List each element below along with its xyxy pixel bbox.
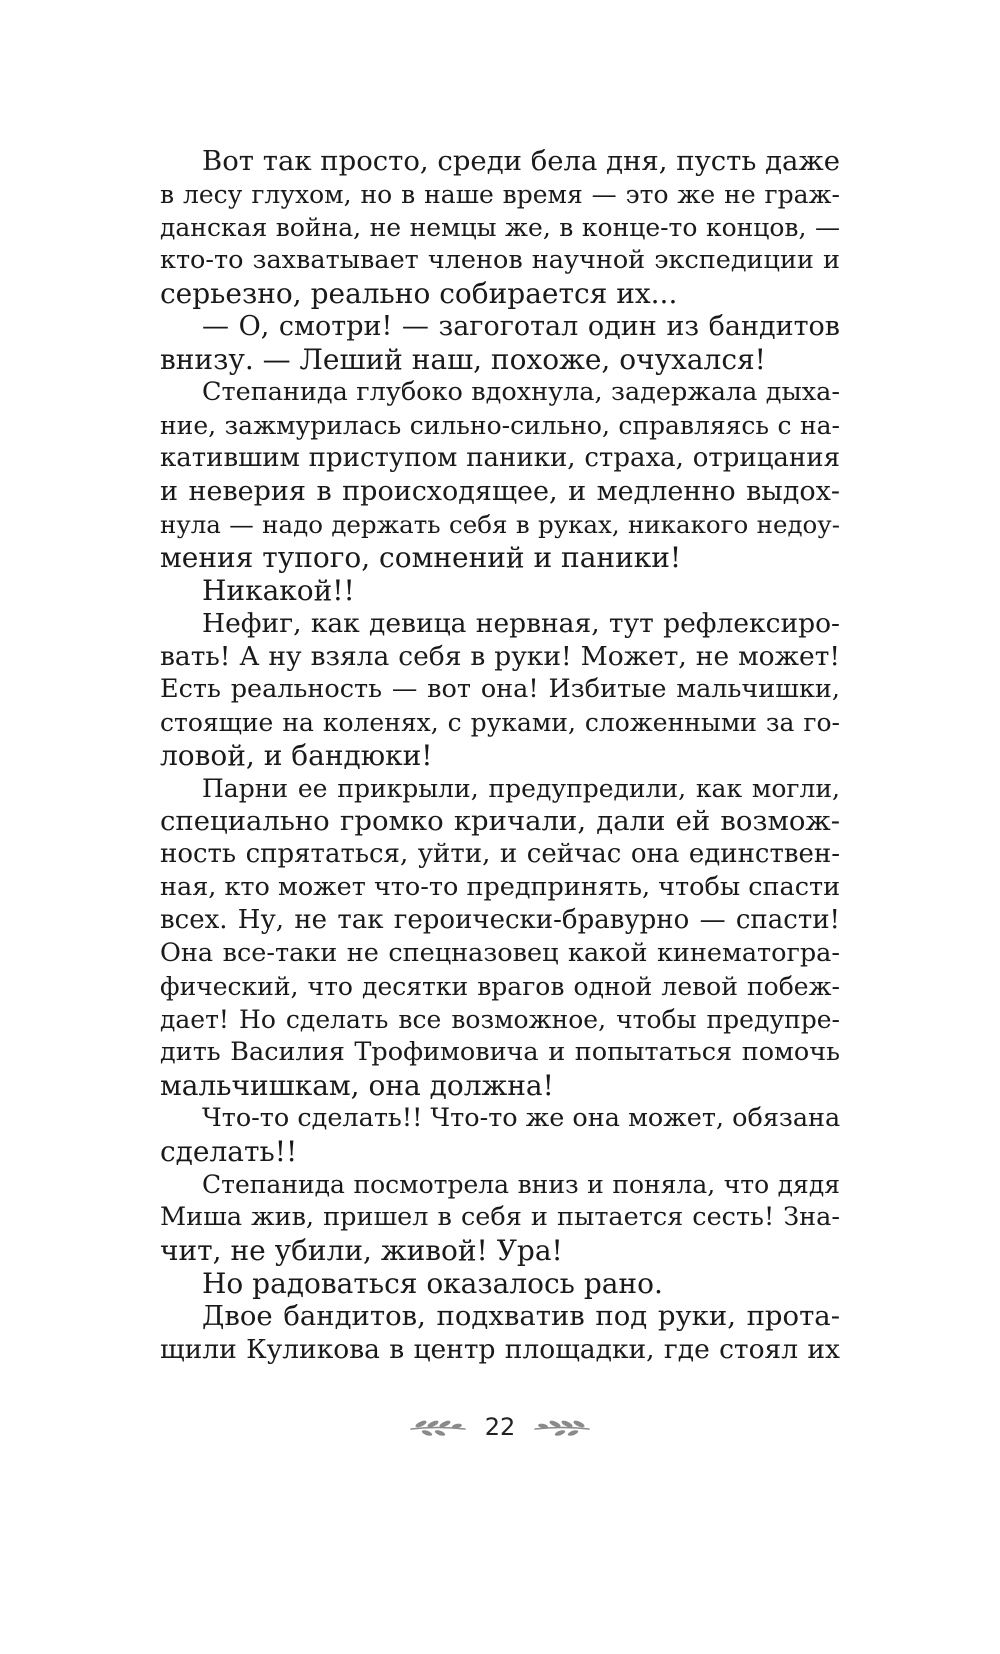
text-line: Она все-таки не спецназовец какой кинематогра- bbox=[160, 938, 840, 968]
text-line: всех. Ну, не так героически-бравурно — спасти! bbox=[160, 905, 840, 935]
text-line: мальчишкам, она должна! bbox=[160, 1069, 554, 1102]
text-line: катившим приступом паники, страха, отрицания bbox=[160, 443, 840, 473]
page-number: 22 bbox=[484, 1413, 516, 1441]
text-line: Парни ее прикрыли, предупредили, как могли, bbox=[202, 774, 840, 803]
text-line: сделать!! bbox=[160, 1135, 298, 1168]
text-line: стоящие на коленях, с руками, сложенными за го- bbox=[160, 708, 840, 737]
text-line: Нефиг, как девица нервная, тут рефлексиро- bbox=[202, 608, 840, 639]
text-line: Двое бандитов, подхватив под руки, прота- bbox=[202, 1300, 840, 1332]
text-line: Но радоваться оказалось рано. bbox=[202, 1267, 663, 1300]
text-line: Степанида глубоко вдохнула, задержала дыха- bbox=[202, 377, 840, 407]
laurel-branch-right-icon bbox=[533, 1416, 591, 1438]
text-line: дает! Но сделать все возможное, чтобы предупре- bbox=[160, 1005, 840, 1034]
text-line: серьезно, реально собирается их... bbox=[160, 277, 678, 310]
text-line: фический, что десятки врагов одной левой побеж- bbox=[160, 972, 840, 1001]
text-line: чит, не убили, живой! Ура! bbox=[160, 1234, 563, 1267]
page-footer bbox=[0, 1407, 1000, 1447]
text-line: — О, смотри! — загоготал один из бандитов bbox=[202, 311, 840, 342]
text-line: щили Куликова в центр площадки, где стоял их bbox=[160, 1334, 840, 1365]
text-line: внизу. — Леший наш, похоже, очухался! bbox=[160, 343, 766, 376]
text-line: Степанида посмотрела вниз и поняла, что дядя bbox=[202, 1170, 840, 1199]
text-line: Никакой!! bbox=[202, 574, 355, 607]
text-line: ная, кто может что-то предпринять, чтобы спасти bbox=[160, 872, 841, 902]
text-line: Есть реальность — вот она! Избитые мальчишки, bbox=[160, 674, 840, 704]
body-text bbox=[160, 145, 840, 1366]
text-line: и неверия в происходящее, и медленно выдох- bbox=[160, 476, 840, 507]
text-line: Миша жив, пришел в себя и пытается сесть! Зна- bbox=[160, 1202, 840, 1232]
text-line: нула — надо держать себя в руках, никакого недоу- bbox=[160, 510, 840, 539]
text-line: ние, зажмурилась сильно-сильно, справляясь с на- bbox=[160, 411, 840, 440]
text-line: Что-то сделать!! Что-то же она может, обязана bbox=[202, 1103, 841, 1133]
text-line: Вот так просто, среди бела дня, пусть даже bbox=[202, 145, 840, 177]
laurel-branch-left-icon bbox=[409, 1416, 467, 1438]
text-line: в лесу глухом, но в наше время — это же не граж- bbox=[160, 180, 840, 209]
text-line: кто-то захватывает членов научной экспедиции и bbox=[160, 245, 840, 275]
text-line: данская война, не немцы же, в конце-то концов, — bbox=[160, 213, 840, 242]
text-line: ловой, и бандюки! bbox=[160, 739, 433, 772]
text-line: дить Василия Трофимовича и попытаться помочь bbox=[160, 1037, 840, 1067]
text-line: мения тупого, сомнений и паники! bbox=[160, 541, 682, 574]
text-line: специально громко кричали, дали ей возмож- bbox=[160, 805, 840, 837]
text-line: ность спрятаться, уйти, и сейчас она единствен- bbox=[160, 839, 840, 869]
text-line: вать! А ну взяла себя в руки! Может, не может! bbox=[160, 641, 840, 672]
